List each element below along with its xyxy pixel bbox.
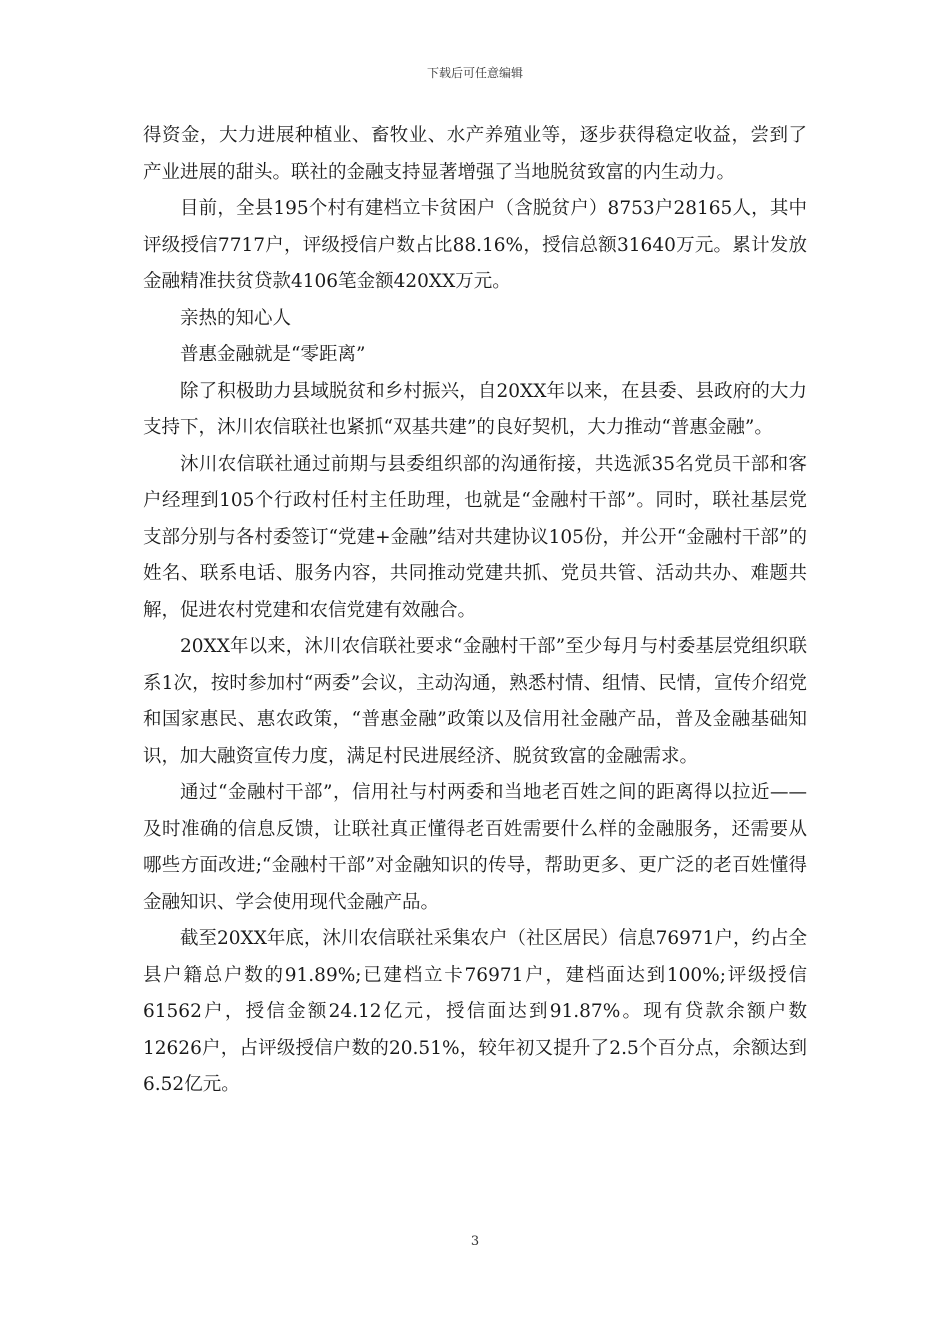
page-number: 3: [470, 1234, 480, 1249]
page-header: 下载后可任意编辑: [426, 66, 523, 80]
paragraph-2: 目前，全县195个村有建档立卡贫困户（含脱贫户）8753户28165人，其中评级授信7717户，评级授信户数占比88.16%，授信总额31640万元。累计发放金融精准扶贫贷款4106笔金额420XX万元。: [143, 198, 807, 292]
document-body: [143, 118, 807, 1104]
paragraph-4: 沐川农信联社通过前期与县委组织部的沟通衔接，共选派35名党员干部和客户经理到105个行政村任村主任助理，也就是“金融村干部”。同时，联社基层党支部分别与各村委签订“党建+金融”结对共建协议105份，并公开“金融村干部”的姓名、联系电话、服务内容，共同推动党建共抓、党员共管、活动共办、难题共解，促进农村党建和农信党建有效融合。: [143, 453, 807, 621]
section-heading: 亲热的知心人: [180, 307, 292, 329]
paragraph-3: 除了积极助力县域脱贫和乡村振兴，自20XX年以来，在县委、县政府的大力支持下，沐川农信联社也紧抓“双基共建”的良好契机，大力推动“普惠金融”。: [143, 380, 807, 438]
paragraph-5: 20XX年以来，沐川农信联社要求“金融村干部”至少每月与村委基层党组织联系1次，按时参加村“两委”会议，主动沟通，熟悉村情、组情、民情，宣传介绍党和国家惠民、惠农政策，“普惠金融”政策以及信用社金融产品，普及金融基础知识，加大融资宣传力度，满足村民进展经济、脱贫致富的金融需求。: [143, 636, 807, 767]
section-subheading: 普惠金融就是“零距离”: [180, 344, 366, 365]
paragraph-7: 截至20XX年底，沐川农信联社采集农户（社区居民）信息76971户，约占全县户籍总户数的91.89%;已建档立卡76971户，建档面达到100%;评级授信61562户，授信金额24.12亿元，授信面达到91.87%。现有贷款余额户数12626户，占评级授信户数的20.51%，较年初又提升了2.5个百分点，余额达到6.52亿元。: [143, 928, 807, 1095]
paragraph-1: 得资金，大力进展种植业、畜牧业、水产养殖业等，逐步获得稳定收益，尝到了产业进展的甜头。联社的金融支持显著增强了当地脱贫致富的内生动力。: [143, 125, 807, 183]
paragraph-6: 通过“金融村干部”，信用社与村两委和当地老百姓之间的距离得以拉近——及时准确的信息反馈，让联社真正懂得老百姓需要什么样的金融服务，还需要从哪些方面改进;“金融村干部”对金融知识的传导，帮助更多、更广泛的老百姓懂得金融知识、学会使用现代金融产品。: [143, 782, 807, 913]
